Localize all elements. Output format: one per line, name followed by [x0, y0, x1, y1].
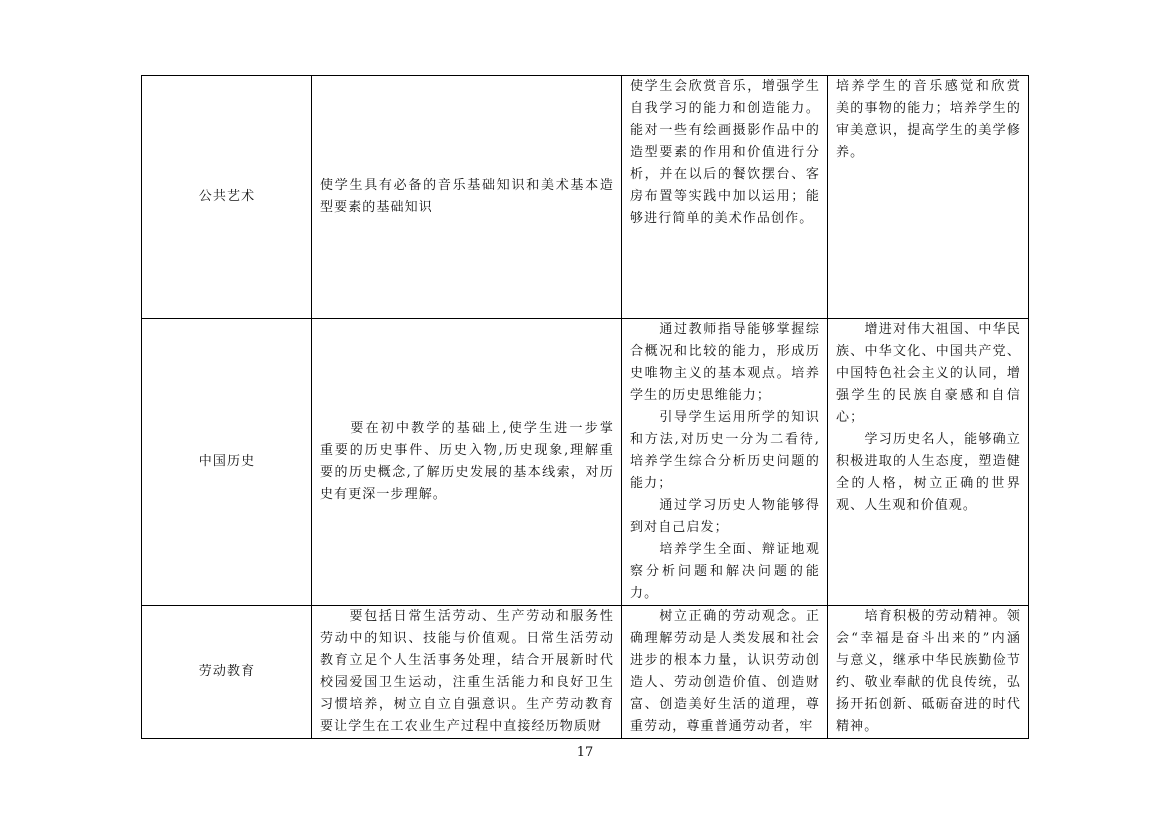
curriculum-goals-table	[141, 75, 1029, 739]
text-line: 进步的根本力量，认识劳动创	[630, 653, 820, 668]
text-line: 自我学习的能力和创造能力。	[630, 101, 820, 116]
text-line: 学习历史名人，能够确立	[836, 432, 1021, 447]
text-line: 房布置等实践中加以运用；能	[630, 189, 820, 204]
text-line: 扬开拓创新、砥砺奋进的时代	[836, 697, 1021, 712]
text-line: 使学生会欣赏音乐，增强学生	[630, 79, 820, 94]
table-row	[142, 319, 1029, 606]
paragraph	[320, 175, 614, 219]
text-line: 心；	[836, 410, 865, 425]
text-line: 培养学生全面、辩证地观	[630, 542, 820, 557]
paragraph	[836, 76, 1021, 164]
text-line: 造型要素的作用和价值进行分	[630, 145, 820, 160]
text-line: 精神。	[836, 719, 879, 734]
course-name: 公共艺术	[198, 189, 256, 204]
text-line: 美的事物的能力；培养学生的	[836, 101, 1021, 116]
text-line: 劳动中的知识、技能与价值观。日常生活劳动	[320, 631, 614, 646]
attitude-goals-cell	[828, 319, 1029, 606]
paragraph	[320, 606, 614, 738]
text-line: 够进行简单的美术作品创作。	[630, 211, 814, 226]
text-line: 能对一些有绘画摄影作品中的	[630, 123, 820, 138]
text-line: 通过学习历史人物能够得	[630, 498, 820, 513]
text-line: 学生的历史思维能力；	[630, 388, 772, 403]
paragraph	[630, 606, 820, 738]
knowledge-goals-cell	[312, 76, 622, 319]
paragraph	[836, 429, 1021, 517]
paragraph	[836, 319, 1021, 429]
text-line: 树立正确的劳动观念。正	[630, 609, 820, 624]
text-line: 察分析问题和解决问题的能	[630, 564, 820, 579]
table-row	[142, 76, 1029, 319]
ability-goals-cell	[622, 606, 828, 739]
text-line: 增进对伟大祖国、中华民	[836, 322, 1021, 337]
ability-goals-cell	[622, 319, 828, 606]
table-row	[142, 606, 1029, 739]
text-line: 要在初中教学的基础上,使学生进一步掌	[320, 421, 614, 436]
paragraph	[630, 319, 820, 407]
text-line: 强学生的民族自豪感和自信	[836, 388, 1021, 403]
paragraph	[630, 407, 820, 495]
text-line: 重要的历史事件、历史入物,历史现象,理解重	[320, 443, 614, 458]
text-line: 要包括日常生活劳动、生产劳动和服务性	[320, 609, 614, 624]
attitude-goals-cell	[828, 76, 1029, 319]
text-line: 到对自己启发；	[630, 520, 729, 535]
text-line: 造人、劳动创造价值、创造财	[630, 675, 820, 690]
text-line: 培养学生的音乐感觉和欣赏	[836, 79, 1021, 94]
text-line: 中国特色社会主义的认同，增	[836, 366, 1021, 381]
course-name: 中国历史	[198, 454, 256, 469]
paragraph	[630, 76, 820, 230]
page-number: 17	[576, 745, 594, 760]
ability-goals-cell	[622, 76, 828, 319]
text-line: 养。	[836, 145, 865, 160]
knowledge-goals-cell	[312, 319, 622, 606]
text-line: 和方法,对历史一分为二看待,	[630, 432, 820, 447]
text-line: 全的人格，树立正确的世界	[836, 476, 1021, 491]
text-line: 要的历史概念,了解历史发展的基本线索，对历	[320, 465, 614, 480]
text-line: 重劳动，尊重普通劳动者，牢	[630, 719, 814, 734]
text-line: 引导学生运用所学的知识	[630, 410, 820, 425]
text-line: 力。	[630, 586, 659, 601]
text-line: 校园爱国卫生运动，注重生活能力和良好卫生	[320, 675, 614, 690]
text-line: 积极进取的人生态度，塑造健	[836, 454, 1021, 469]
text-line: 培养学生综合分析历史问题的	[630, 454, 820, 469]
text-line: 史有更深一步理解。	[320, 487, 447, 502]
text-line: 观、人生观和价值观。	[836, 498, 978, 513]
knowledge-goals-cell	[312, 606, 622, 739]
text-line: 史唯物主义的基本观点。培养	[630, 366, 820, 381]
text-line: 会“幸福是奋斗出来的”内涵	[836, 631, 1021, 646]
paragraph	[320, 418, 614, 506]
text-line: 合概况和比较的能力，形成历	[630, 344, 820, 359]
paragraph	[836, 606, 1021, 738]
text-line: 与意义，继承中华民族勤俭节	[836, 653, 1021, 668]
text-line: 约、敬业奉献的优良传统，弘	[836, 675, 1021, 690]
text-line: 通过教师指导能够掌握综	[630, 322, 820, 337]
text-line: 教育立足个人生活事务处理，结合开展新时代	[320, 653, 614, 668]
attitude-goals-cell	[828, 606, 1029, 739]
text-line: 富、创造美好生活的道理，尊	[630, 697, 820, 712]
text-line: 族、中华文化、中国共产党、	[836, 344, 1021, 359]
course-name: 劳动教育	[198, 664, 256, 679]
text-line: 审美意识，提高学生的美学修	[836, 123, 1021, 138]
paragraph	[630, 495, 820, 539]
text-line: 使学生具有必备的音乐基础知识和美术基本造	[320, 178, 614, 193]
course-name-cell	[142, 606, 312, 739]
text-line: 习惯培养，树立自立自强意识。生产劳动教育	[320, 697, 614, 712]
text-line: 要让学生在工农业生产过程中直接经历物质财	[320, 719, 603, 734]
text-line: 确理解劳动是人类发展和社会	[630, 631, 820, 646]
table-body	[142, 76, 1029, 739]
paragraph	[630, 539, 820, 605]
course-name-cell	[142, 319, 312, 606]
text-line: 型要素的基础知识	[320, 200, 433, 215]
text-line: 析，并在以后的餐饮摆台、客	[630, 167, 820, 182]
text-line: 能力；	[630, 476, 673, 491]
text-line: 培育积极的劳动精神。领	[836, 609, 1021, 624]
course-name-cell	[142, 76, 312, 319]
